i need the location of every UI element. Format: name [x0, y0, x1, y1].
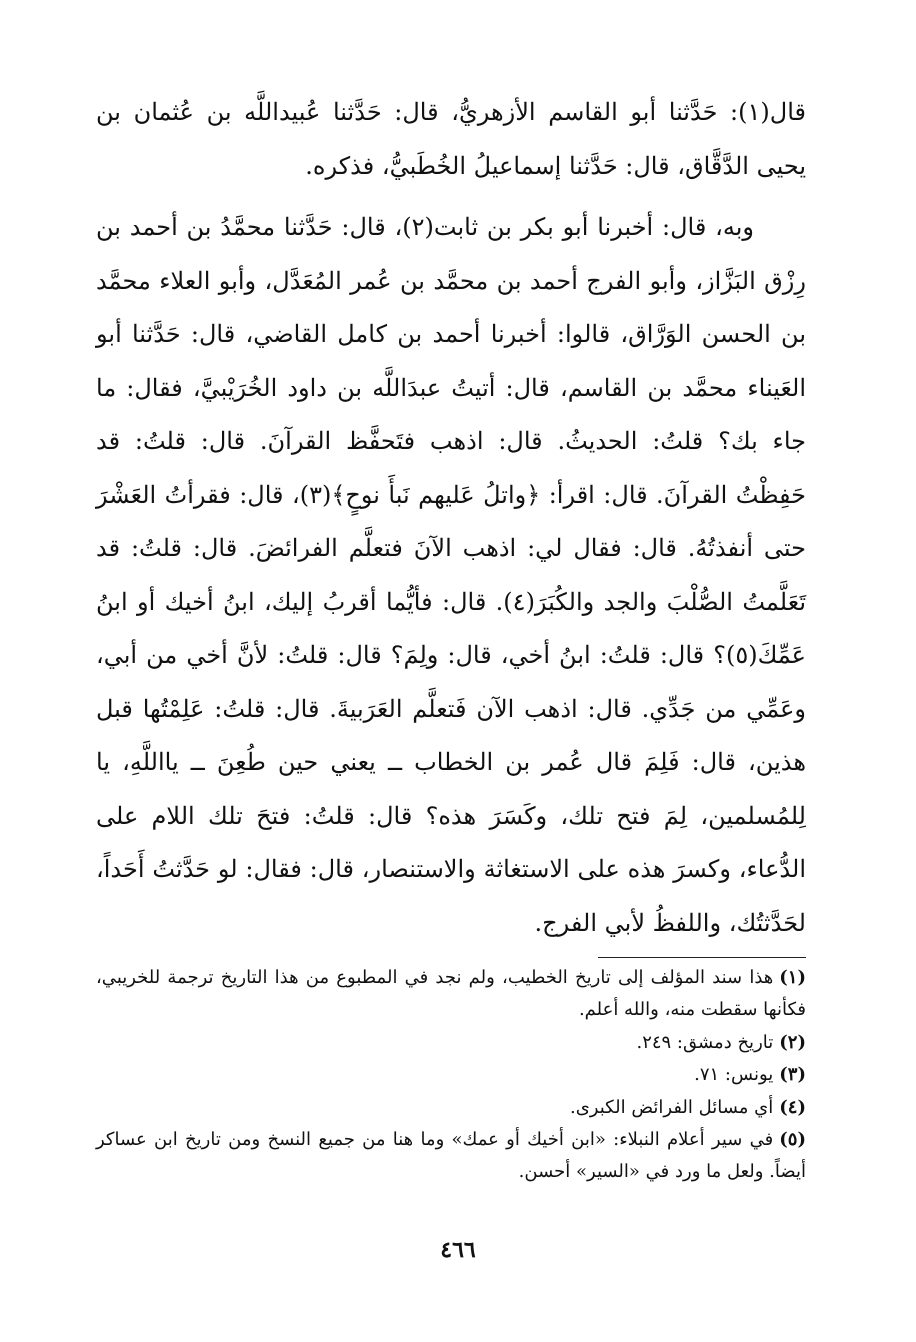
main-text: [96, 86, 806, 950]
footnote-text: في سير أعلام النبلاء: «ابن أخيك أو عمك» وما هنا من جميع النسخ ومن تاريخ ابن عساكر أيضاً. ولعل ما ورد في «السير» أحسن.: [96, 1129, 806, 1183]
footnote-text: يونس: ٧١.: [694, 1064, 774, 1086]
paragraph-2: وبه، قال: أخبرنا أبو بكر بن ثابت(٢)، قال: حَدَّثنا محمَّدُ بن أحمد بن رِزْق البَزَّاز، وأبو الفرج أحمد بن محمَّد بن عُمر المُعَدَّل، وأبو العلاء محمَّد بن الحسن الوَرَّاق، قالوا: أخبرنا أحمد بن كامل القاضي، قال: حَدَّثنا أبو العَيناء محمَّد بن القاسم، قال: أتيتُ عبدَاللَّه بن داود الخُرَيْبيَّ، فقال: ما جاء بك؟ قلتُ: الحديثُ. قال: اذهب فتَحفَّظ القرآنَ. قال: قلتُ: قد حَفِظْتُ القرآنَ. قال: اقرأ: ﴿واتلُ عَليهم نَبأَ نوحٍ﴾(٣)، قال: فقرأتُ العَشْرَ حتى أنفذتُهُ. قال: فقال لي: اذهب الآنَ فتعلَّم الفرائضَ. قال: قلتُ: قد تَعَلَّمتُ الصُّلْبَ والجد والكُبَرَ(٤). قال: فأيُّما أقربُ إليك، ابنُ أخيك أو ابنُ عَمِّكَ(٥)؟ قال: قلتُ: ابنُ أخي، قال: ولِمَ؟ قال: قلتُ: لأنَّ أخي من أبي، وعَمِّي من جَدِّي. قال: اذهب الآن فَتعلَّم العَرَبيةَ. قال: قلتُ: عَلِمْتُها قبل هذين، قال: فَلِمَ قال عُمر بن الخطاب ــ يعني حين طُعِنَ ــ يااللَّهِ، يا لِلمُسلمين، لِمَ فتح تلك، وكَسَرَ هذه؟ قال: قلتُ: فتحَ تلك اللام على الدُّعاء، وكسرَ هذه على الاستغاثة والاستنصار، قال: فقال: لو حَدَّثتُ أَحَداً، لحَدَّثتُك، واللفظُ لأبي الفرج.: [96, 213, 807, 937]
paragraph-1: قال(١): حَدَّثنا أبو القاسم الأزهريُّ، قال: حَدَّثنا عُبيداللَّه بن عُثمان بن يحيى الدَّقَّاق، قال: حَدَّثنا إسماعيلُ الخُطَبيُّ، فذكره.: [96, 98, 806, 180]
footnote-number: (١): [779, 967, 806, 988]
footnote-1: [96, 962, 806, 1027]
footnote-text: تاريخ دمشق: ٢٤٩.: [636, 1031, 774, 1053]
footnote-number: (٣): [779, 1064, 806, 1086]
footnote-5: [96, 1124, 806, 1189]
footnote-2: [96, 1027, 806, 1059]
footnote-3: [96, 1059, 806, 1091]
footnote-number: (٤): [779, 1096, 806, 1118]
page-number: ٤٦٦: [440, 1237, 476, 1263]
footnote-number: (٢): [779, 1031, 806, 1053]
footnote-4: [96, 1092, 806, 1124]
footnote-text: أي مسائل الفرائض الكبرى.: [570, 1096, 774, 1118]
footnote-text: هذا سند المؤلف إلى تاريخ الخطيب، ولم نجد في المطبوع من هذا التاريخ ترجمة للخريبي، فكأنها سقطت منه، والله أعلم.: [96, 967, 806, 1021]
footnotes: [96, 962, 806, 1189]
footnote-separator: [598, 957, 806, 958]
footnote-number: (٥): [779, 1129, 806, 1151]
